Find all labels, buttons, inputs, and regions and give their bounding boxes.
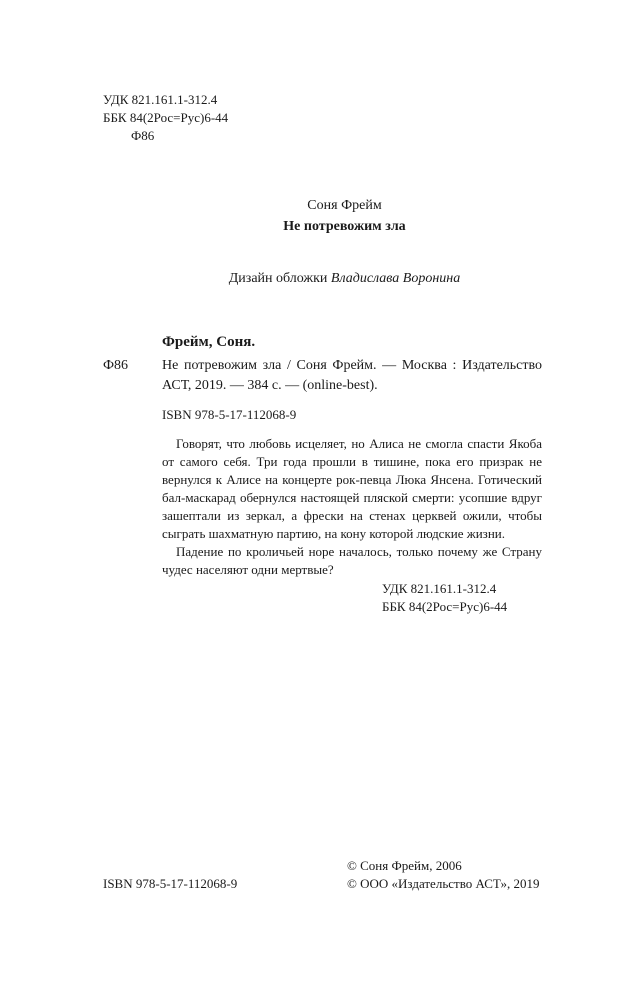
bibliographic-description: Не потревожим зла / Соня Фрейм. — Москва : Издательство АСТ, 2019. — 384 с. — (online-best). (162, 358, 542, 393)
annotation-paragraph-2: Падение по кроличьей норе началось, только почему же Страну чудес населяют одни мертвые? (162, 544, 542, 577)
bottom-bbk-code: ББК 84(2Рос=Рус)6-44 (382, 599, 508, 614)
annotation-paragraph-1: Говорят, что любовь исцеляет, но Алиса не смогла спасти Якоба от самого себя. Три года прошли в тишине, пока его призрак не вернулся к Алисе на концерте рок-певца Люка Янсена. Готический бал-маскарад обернулся настоящей пляской смерти: усопшие вдруг зашептали из зеркал, а фрески на стенах церквей ожили, чтобы сыграть шахматную партию, на кону которой людские жизни. (162, 436, 542, 541)
author-mark: Ф86 (131, 128, 155, 143)
catalog-isbn: ISBN 978-5-17-112068-9 (162, 407, 297, 422)
udk-code: УДК 821.161.1-312.4 (103, 92, 218, 107)
catalog-author-mark: Ф86 (103, 358, 129, 373)
copyright-author: © Соня Фрейм, 2006 (347, 858, 462, 873)
bottom-classification-codes (382, 580, 507, 616)
bottom-udk-code: УДК 821.161.1-312.4 (382, 581, 497, 596)
cover-designer-name: Владислава Воронина (330, 271, 461, 286)
catalog-heading: Фрейм, Соня. (162, 334, 256, 350)
book-title: Не потревожим зла (283, 219, 406, 234)
bbk-code: ББК 84(2Рос=Рус)6-44 (103, 110, 229, 125)
author-name: Соня Фрейм (307, 198, 382, 213)
cover-design-credit (0, 269, 619, 289)
copyright-publisher: © ООО «Издательство АСТ», 2019 (347, 876, 540, 891)
copyright-block (347, 857, 540, 893)
top-classification-codes (103, 91, 228, 145)
footer-isbn: ISBN 978-5-17-112068-9 (103, 876, 238, 891)
annotation (162, 435, 542, 579)
cover-design-prefix: Дизайн обложки (228, 271, 328, 286)
